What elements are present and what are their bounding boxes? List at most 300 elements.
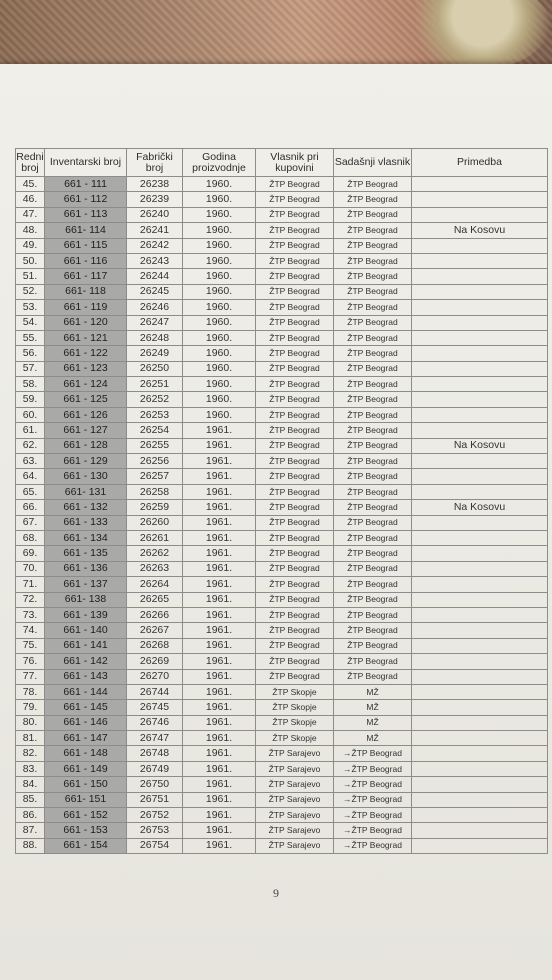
- cell-primedba: [412, 823, 548, 838]
- cell-primedba: [412, 669, 548, 684]
- cell-godina: 1960.: [183, 361, 256, 376]
- cell-sadasnji-vlasnik: MŽ: [334, 684, 412, 699]
- cell-fabricki-broj: 26264: [127, 577, 183, 592]
- cell-redni-broj: 71.: [16, 577, 45, 592]
- cell-primedba: [412, 315, 548, 330]
- cell-inventarski-broj: 661 - 124: [45, 377, 127, 392]
- cell-godina: 1961.: [183, 838, 256, 853]
- cell-sadasnji-vlasnik: ŽTP Beograd: [334, 438, 412, 453]
- cell-redni-broj: 55.: [16, 330, 45, 345]
- cell-godina: 1961.: [183, 761, 256, 776]
- cell-vlasnik-pri-kupovini: ŽTP Beograd: [256, 546, 334, 561]
- cell-godina: 1961.: [183, 577, 256, 592]
- table-row: [16, 484, 548, 499]
- cell-fabricki-broj: 26260: [127, 515, 183, 530]
- cell-redni-broj: 69.: [16, 546, 45, 561]
- cell-redni-broj: 87.: [16, 823, 45, 838]
- cell-sadasnji-vlasnik: ŽTP Beograd: [334, 346, 412, 361]
- cell-inventarski-broj: 661 - 146: [45, 715, 127, 730]
- cell-inventarski-broj: 661 - 130: [45, 469, 127, 484]
- header-fabricki-broj: Fabrički broj: [127, 149, 183, 177]
- table-row: [16, 592, 548, 607]
- cell-primedba: [412, 577, 548, 592]
- cell-inventarski-broj: 661 - 135: [45, 546, 127, 561]
- table-row: [16, 684, 548, 699]
- cell-primedba: [412, 407, 548, 422]
- cell-godina: 1961.: [183, 607, 256, 622]
- cell-godina: 1960.: [183, 192, 256, 207]
- cell-fabricki-broj: 26244: [127, 269, 183, 284]
- cell-vlasnik-pri-kupovini: ŽTP Beograd: [256, 253, 334, 268]
- cell-primedba: [412, 392, 548, 407]
- cell-primedba: [412, 330, 548, 345]
- cell-vlasnik-pri-kupovini: ŽTP Beograd: [256, 438, 334, 453]
- cell-primedba: [412, 377, 548, 392]
- table-row: [16, 469, 548, 484]
- cell-primedba: [412, 561, 548, 576]
- cell-godina: 1961.: [183, 684, 256, 699]
- cell-vlasnik-pri-kupovini: ŽTP Beograd: [256, 500, 334, 515]
- cell-inventarski-broj: 661 - 128: [45, 438, 127, 453]
- cell-sadasnji-vlasnik: ŽTP Beograd: [334, 238, 412, 253]
- table-row: [16, 454, 548, 469]
- cell-inventarski-broj: 661- 151: [45, 792, 127, 807]
- cell-inventarski-broj: 661 - 154: [45, 838, 127, 853]
- cell-sadasnji-vlasnik: ŽTP Beograd: [334, 638, 412, 653]
- table-row: [16, 838, 548, 853]
- cell-fabricki-broj: 26270: [127, 669, 183, 684]
- cell-sadasnji-vlasnik: ŽTP Beograd: [334, 654, 412, 669]
- header-redni-broj: Redni broj: [16, 149, 45, 177]
- table-row: [16, 300, 548, 315]
- cell-inventarski-broj: 661 - 144: [45, 684, 127, 699]
- cell-primedba: [412, 761, 548, 776]
- cell-redni-broj: 64.: [16, 469, 45, 484]
- cell-vlasnik-pri-kupovini: ŽTP Skopje: [256, 731, 334, 746]
- table-row: [16, 823, 548, 838]
- cell-vlasnik-pri-kupovini: ŽTP Sarajevo: [256, 761, 334, 776]
- cell-inventarski-broj: 661- 131: [45, 484, 127, 499]
- cell-redni-broj: 57.: [16, 361, 45, 376]
- cell-redni-broj: 80.: [16, 715, 45, 730]
- table-row: [16, 607, 548, 622]
- cell-primedba: [412, 623, 548, 638]
- table-row: [16, 715, 548, 730]
- cell-vlasnik-pri-kupovini: ŽTP Beograd: [256, 515, 334, 530]
- cell-godina: 1960.: [183, 315, 256, 330]
- cell-primedba: [412, 838, 548, 853]
- cell-vlasnik-pri-kupovini: ŽTP Beograd: [256, 469, 334, 484]
- cell-sadasnji-vlasnik: →ŽTP Beograd: [334, 823, 412, 838]
- header-sadasnji-vlasnik: Sadašnji vlasnik: [334, 149, 412, 177]
- cell-fabricki-broj: 26265: [127, 592, 183, 607]
- cell-sadasnji-vlasnik: ŽTP Beograd: [334, 269, 412, 284]
- cell-godina: 1961.: [183, 792, 256, 807]
- cell-godina: 1961.: [183, 746, 256, 761]
- cell-fabricki-broj: 26259: [127, 500, 183, 515]
- cell-redni-broj: 86.: [16, 808, 45, 823]
- table-body: [16, 177, 548, 854]
- table-row: [16, 669, 548, 684]
- cell-primedba: [412, 746, 548, 761]
- cell-redni-broj: 56.: [16, 346, 45, 361]
- cell-fabricki-broj: 26753: [127, 823, 183, 838]
- table-row: [16, 346, 548, 361]
- cell-vlasnik-pri-kupovini: ŽTP Beograd: [256, 238, 334, 253]
- cell-redni-broj: 46.: [16, 192, 45, 207]
- cell-fabricki-broj: 26247: [127, 315, 183, 330]
- table-row: [16, 330, 548, 345]
- cell-primedba: [412, 238, 548, 253]
- cell-vlasnik-pri-kupovini: ŽTP Beograd: [256, 177, 334, 192]
- cell-inventarski-broj: 661 - 137: [45, 577, 127, 592]
- cell-vlasnik-pri-kupovini: ŽTP Beograd: [256, 269, 334, 284]
- cell-primedba: [412, 423, 548, 438]
- cell-redni-broj: 83.: [16, 761, 45, 776]
- cell-redni-broj: 77.: [16, 669, 45, 684]
- cell-sadasnji-vlasnik: ŽTP Beograd: [334, 454, 412, 469]
- cell-inventarski-broj: 661 - 149: [45, 761, 127, 776]
- cell-primedba: [412, 469, 548, 484]
- cell-vlasnik-pri-kupovini: ŽTP Beograd: [256, 330, 334, 345]
- cell-primedba: [412, 284, 548, 299]
- cell-inventarski-broj: 661 - 125: [45, 392, 127, 407]
- cell-vlasnik-pri-kupovini: ŽTP Sarajevo: [256, 792, 334, 807]
- cell-godina: 1961.: [183, 669, 256, 684]
- cell-redni-broj: 73.: [16, 607, 45, 622]
- cell-redni-broj: 52.: [16, 284, 45, 299]
- table-row: [16, 777, 548, 792]
- cell-primedba: [412, 792, 548, 807]
- cell-inventarski-broj: 661 - 143: [45, 669, 127, 684]
- cell-vlasnik-pri-kupovini: ŽTP Skopje: [256, 684, 334, 699]
- header-godina-proizvodnje: Godina proizvodnje: [183, 149, 256, 177]
- cell-fabricki-broj: 26750: [127, 777, 183, 792]
- cell-primedba: [412, 361, 548, 376]
- cell-fabricki-broj: 26245: [127, 284, 183, 299]
- cell-vlasnik-pri-kupovini: ŽTP Beograd: [256, 623, 334, 638]
- cell-vlasnik-pri-kupovini: ŽTP Skopje: [256, 700, 334, 715]
- cell-inventarski-broj: 661 - 123: [45, 361, 127, 376]
- cell-inventarski-broj: 661 - 120: [45, 315, 127, 330]
- cell-redni-broj: 50.: [16, 253, 45, 268]
- table-row: [16, 792, 548, 807]
- cell-fabricki-broj: 26266: [127, 607, 183, 622]
- cell-vlasnik-pri-kupovini: ŽTP Beograd: [256, 577, 334, 592]
- cell-sadasnji-vlasnik: ŽTP Beograd: [334, 423, 412, 438]
- cell-godina: 1960.: [183, 269, 256, 284]
- cell-vlasnik-pri-kupovini: ŽTP Sarajevo: [256, 746, 334, 761]
- cell-sadasnji-vlasnik: ŽTP Beograd: [334, 253, 412, 268]
- cell-fabricki-broj: 26254: [127, 423, 183, 438]
- cell-fabricki-broj: 26754: [127, 838, 183, 853]
- table-row: [16, 700, 548, 715]
- cell-redni-broj: 51.: [16, 269, 45, 284]
- cell-redni-broj: 88.: [16, 838, 45, 853]
- cell-godina: 1960.: [183, 207, 256, 222]
- cell-sadasnji-vlasnik: ŽTP Beograd: [334, 284, 412, 299]
- cell-godina: 1961.: [183, 623, 256, 638]
- cell-fabricki-broj: 26269: [127, 654, 183, 669]
- cell-redni-broj: 47.: [16, 207, 45, 222]
- cell-inventarski-broj: 661 - 117: [45, 269, 127, 284]
- cell-godina: 1961.: [183, 530, 256, 545]
- cell-redni-broj: 78.: [16, 684, 45, 699]
- cell-sadasnji-vlasnik: ŽTP Beograd: [334, 607, 412, 622]
- cell-sadasnji-vlasnik: ŽTP Beograd: [334, 546, 412, 561]
- cell-sadasnji-vlasnik: ŽTP Beograd: [334, 223, 412, 238]
- cell-inventarski-broj: 661 - 148: [45, 746, 127, 761]
- cell-primedba: [412, 484, 548, 499]
- cell-fabricki-broj: 26257: [127, 469, 183, 484]
- cell-primedba: [412, 454, 548, 469]
- cell-godina: 1961.: [183, 561, 256, 576]
- cell-vlasnik-pri-kupovini: ŽTP Beograd: [256, 361, 334, 376]
- cell-fabricki-broj: 26255: [127, 438, 183, 453]
- header-vlasnik-pri-kupovini: Vlasnik pri kupovini: [256, 149, 334, 177]
- table-row: [16, 808, 548, 823]
- cell-godina: 1960.: [183, 253, 256, 268]
- cell-vlasnik-pri-kupovini: ŽTP Beograd: [256, 284, 334, 299]
- cell-primedba: Na Kosovu: [412, 500, 548, 515]
- cell-godina: 1961.: [183, 438, 256, 453]
- cell-fabricki-broj: 26239: [127, 192, 183, 207]
- cell-godina: 1961.: [183, 500, 256, 515]
- table-row: [16, 284, 548, 299]
- cell-vlasnik-pri-kupovini: ŽTP Beograd: [256, 315, 334, 330]
- cell-sadasnji-vlasnik: ŽTP Beograd: [334, 192, 412, 207]
- cell-redni-broj: 67.: [16, 515, 45, 530]
- cell-vlasnik-pri-kupovini: ŽTP Beograd: [256, 669, 334, 684]
- cell-sadasnji-vlasnik: MŽ: [334, 715, 412, 730]
- cell-redni-broj: 81.: [16, 731, 45, 746]
- table-row: [16, 269, 548, 284]
- cell-sadasnji-vlasnik: ŽTP Beograd: [334, 177, 412, 192]
- cell-sadasnji-vlasnik: ŽTP Beograd: [334, 577, 412, 592]
- cell-sadasnji-vlasnik: MŽ: [334, 731, 412, 746]
- cell-inventarski-broj: 661 - 150: [45, 777, 127, 792]
- cell-primedba: [412, 530, 548, 545]
- cell-redni-broj: 53.: [16, 300, 45, 315]
- cell-fabricki-broj: 26252: [127, 392, 183, 407]
- cell-primedba: [412, 207, 548, 222]
- cell-inventarski-broj: 661 - 133: [45, 515, 127, 530]
- cell-godina: 1960.: [183, 177, 256, 192]
- cell-redni-broj: 74.: [16, 623, 45, 638]
- cell-redni-broj: 49.: [16, 238, 45, 253]
- cell-inventarski-broj: 661 - 122: [45, 346, 127, 361]
- cell-godina: 1961.: [183, 638, 256, 653]
- cell-vlasnik-pri-kupovini: ŽTP Beograd: [256, 592, 334, 607]
- cell-godina: 1960.: [183, 392, 256, 407]
- cell-inventarski-broj: 661 - 127: [45, 423, 127, 438]
- cell-vlasnik-pri-kupovini: ŽTP Beograd: [256, 607, 334, 622]
- cell-fabricki-broj: 26745: [127, 700, 183, 715]
- cell-fabricki-broj: 26752: [127, 808, 183, 823]
- cell-sadasnji-vlasnik: ŽTP Beograd: [334, 392, 412, 407]
- cell-vlasnik-pri-kupovini: ŽTP Skopje: [256, 715, 334, 730]
- cell-inventarski-broj: 661- 114: [45, 223, 127, 238]
- cell-sadasnji-vlasnik: →ŽTP Beograd: [334, 808, 412, 823]
- cell-fabricki-broj: 26744: [127, 684, 183, 699]
- cell-primedba: [412, 638, 548, 653]
- cell-fabricki-broj: 26242: [127, 238, 183, 253]
- cell-godina: 1960.: [183, 330, 256, 345]
- cell-redni-broj: 62.: [16, 438, 45, 453]
- cell-fabricki-broj: 26747: [127, 731, 183, 746]
- cell-godina: 1961.: [183, 777, 256, 792]
- cell-fabricki-broj: 26746: [127, 715, 183, 730]
- cell-primedba: [412, 592, 548, 607]
- cell-godina: 1961.: [183, 515, 256, 530]
- cell-fabricki-broj: 26253: [127, 407, 183, 422]
- cell-redni-broj: 66.: [16, 500, 45, 515]
- cell-fabricki-broj: 26246: [127, 300, 183, 315]
- table-row: [16, 192, 548, 207]
- cell-redni-broj: 82.: [16, 746, 45, 761]
- cell-vlasnik-pri-kupovini: ŽTP Beograd: [256, 561, 334, 576]
- cell-primedba: [412, 515, 548, 530]
- cell-sadasnji-vlasnik: →ŽTP Beograd: [334, 746, 412, 761]
- cell-redni-broj: 68.: [16, 530, 45, 545]
- cell-fabricki-broj: 26243: [127, 253, 183, 268]
- cell-redni-broj: 45.: [16, 177, 45, 192]
- cell-fabricki-broj: 26238: [127, 177, 183, 192]
- cell-primedba: [412, 731, 548, 746]
- cell-redni-broj: 70.: [16, 561, 45, 576]
- table-row: [16, 315, 548, 330]
- table-row: [16, 623, 548, 638]
- cell-sadasnji-vlasnik: ŽTP Beograd: [334, 207, 412, 222]
- cell-inventarski-broj: 661 - 147: [45, 731, 127, 746]
- cell-redni-broj: 60.: [16, 407, 45, 422]
- cell-sadasnji-vlasnik: ŽTP Beograd: [334, 561, 412, 576]
- cell-redni-broj: 79.: [16, 700, 45, 715]
- cell-inventarski-broj: 661 - 134: [45, 530, 127, 545]
- cell-fabricki-broj: 26251: [127, 377, 183, 392]
- cell-vlasnik-pri-kupovini: ŽTP Beograd: [256, 192, 334, 207]
- cell-fabricki-broj: 26241: [127, 223, 183, 238]
- page-number: 9: [273, 886, 279, 900]
- locomotive-inventory-table: [15, 148, 548, 854]
- cell-sadasnji-vlasnik: ŽTP Beograd: [334, 669, 412, 684]
- cell-fabricki-broj: 26249: [127, 346, 183, 361]
- cell-vlasnik-pri-kupovini: ŽTP Beograd: [256, 207, 334, 222]
- cell-inventarski-broj: 661- 138: [45, 592, 127, 607]
- cell-inventarski-broj: 661 - 140: [45, 623, 127, 638]
- cell-vlasnik-pri-kupovini: ŽTP Sarajevo: [256, 823, 334, 838]
- cell-godina: 1960.: [183, 223, 256, 238]
- table-row: [16, 377, 548, 392]
- cell-primedba: [412, 300, 548, 315]
- cell-vlasnik-pri-kupovini: ŽTP Sarajevo: [256, 808, 334, 823]
- table-row: [16, 638, 548, 653]
- cell-godina: 1961.: [183, 808, 256, 823]
- cell-inventarski-broj: 661 - 152: [45, 808, 127, 823]
- cell-redni-broj: 61.: [16, 423, 45, 438]
- cell-inventarski-broj: 661 - 119: [45, 300, 127, 315]
- cell-primedba: [412, 177, 548, 192]
- cell-redni-broj: 54.: [16, 315, 45, 330]
- table-row: [16, 407, 548, 422]
- cell-redni-broj: 59.: [16, 392, 45, 407]
- cell-redni-broj: 65.: [16, 484, 45, 499]
- cell-godina: 1961.: [183, 715, 256, 730]
- cell-sadasnji-vlasnik: ŽTP Beograd: [334, 500, 412, 515]
- header-primedba: Primedba: [412, 149, 548, 177]
- cell-godina: 1960.: [183, 300, 256, 315]
- cell-fabricki-broj: 26250: [127, 361, 183, 376]
- cell-inventarski-broj: 661 - 142: [45, 654, 127, 669]
- cell-primedba: [412, 715, 548, 730]
- cell-godina: 1960.: [183, 284, 256, 299]
- cell-inventarski-broj: 661 - 111: [45, 177, 127, 192]
- cell-fabricki-broj: 26268: [127, 638, 183, 653]
- table-row: [16, 654, 548, 669]
- table-row: [16, 177, 548, 192]
- cell-vlasnik-pri-kupovini: ŽTP Beograd: [256, 223, 334, 238]
- cell-godina: 1960.: [183, 238, 256, 253]
- cell-redni-broj: 75.: [16, 638, 45, 653]
- cell-fabricki-broj: 26258: [127, 484, 183, 499]
- cell-primedba: Na Kosovu: [412, 223, 548, 238]
- table-row: [16, 361, 548, 376]
- cell-godina: 1961.: [183, 469, 256, 484]
- table-row: [16, 731, 548, 746]
- cell-godina: 1960.: [183, 346, 256, 361]
- cell-redni-broj: 63.: [16, 454, 45, 469]
- cell-fabricki-broj: 26748: [127, 746, 183, 761]
- cell-fabricki-broj: 26267: [127, 623, 183, 638]
- cell-sadasnji-vlasnik: →ŽTP Beograd: [334, 838, 412, 853]
- cell-sadasnji-vlasnik: ŽTP Beograd: [334, 469, 412, 484]
- table-row: [16, 500, 548, 515]
- cell-primedba: [412, 654, 548, 669]
- cell-primedba: [412, 346, 548, 361]
- table-header-row: [16, 149, 548, 177]
- cell-inventarski-broj: 661 - 136: [45, 561, 127, 576]
- cell-vlasnik-pri-kupovini: ŽTP Beograd: [256, 346, 334, 361]
- cell-redni-broj: 48.: [16, 223, 45, 238]
- cell-godina: 1960.: [183, 407, 256, 422]
- cell-godina: 1961.: [183, 654, 256, 669]
- cell-vlasnik-pri-kupovini: ŽTP Beograd: [256, 300, 334, 315]
- cell-primedba: [412, 546, 548, 561]
- cell-godina: 1961.: [183, 454, 256, 469]
- cell-sadasnji-vlasnik: →ŽTP Beograd: [334, 761, 412, 776]
- cell-sadasnji-vlasnik: ŽTP Beograd: [334, 515, 412, 530]
- cell-inventarski-broj: 661 - 112: [45, 192, 127, 207]
- cell-vlasnik-pri-kupovini: ŽTP Beograd: [256, 392, 334, 407]
- cell-inventarski-broj: 661 - 115: [45, 238, 127, 253]
- cell-primedba: [412, 777, 548, 792]
- table-row: [16, 577, 548, 592]
- header-inventarski-broj: Inventarski broj: [45, 149, 127, 177]
- cell-sadasnji-vlasnik: ŽTP Beograd: [334, 484, 412, 499]
- cell-vlasnik-pri-kupovini: ŽTP Beograd: [256, 638, 334, 653]
- cell-primedba: [412, 253, 548, 268]
- cell-godina: 1961.: [183, 484, 256, 499]
- cell-primedba: [412, 808, 548, 823]
- cell-godina: 1961.: [183, 423, 256, 438]
- cell-sadasnji-vlasnik: →ŽTP Beograd: [334, 777, 412, 792]
- cell-vlasnik-pri-kupovini: ŽTP Sarajevo: [256, 777, 334, 792]
- cell-sadasnji-vlasnik: ŽTP Beograd: [334, 300, 412, 315]
- cell-primedba: [412, 700, 548, 715]
- table-row: [16, 561, 548, 576]
- cell-inventarski-broj: 661 - 139: [45, 607, 127, 622]
- cell-vlasnik-pri-kupovini: ŽTP Beograd: [256, 454, 334, 469]
